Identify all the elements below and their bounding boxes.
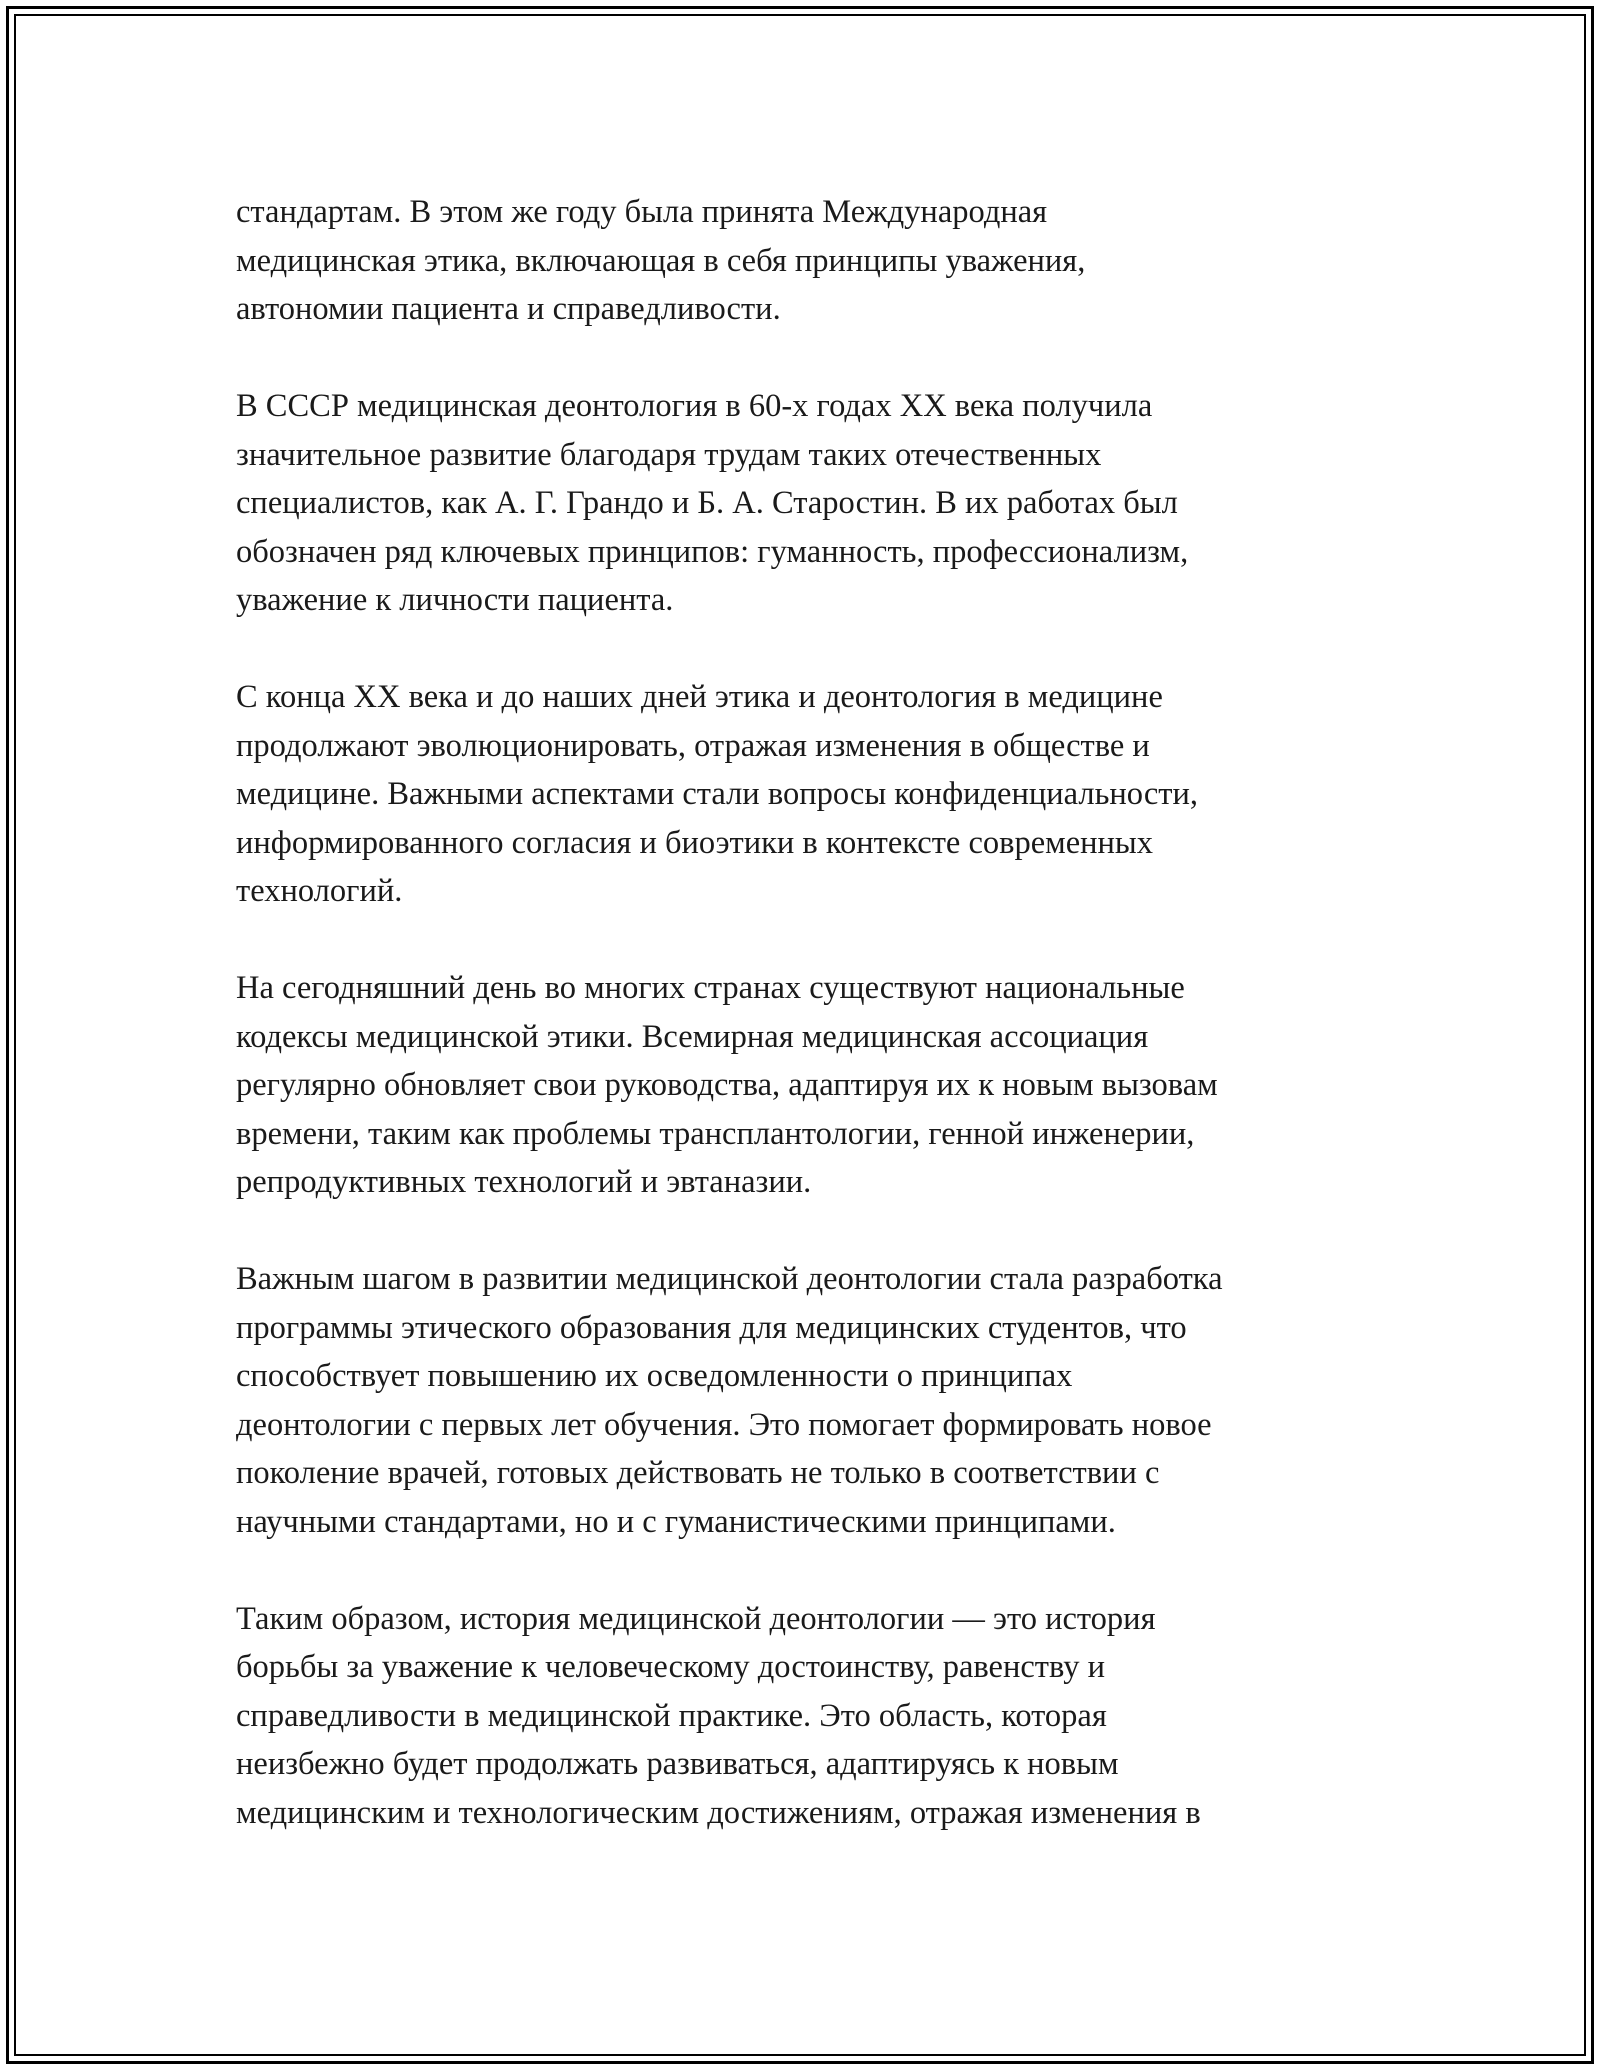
- text-line: специалистов, как А. Г. Грандо и Б. А. Старостин. В их работах был: [236, 485, 1178, 521]
- paragraph: [236, 1595, 1386, 1838]
- text-line: научными стандартами, но и с гуманистическими принципами.: [236, 1503, 1116, 1540]
- text-line: В СССР медицинская деонтология в 60-х годах XX века получила: [236, 388, 1153, 424]
- text-line: С конца XX века и до наших дней этика и деонтология в медицине: [236, 679, 1163, 715]
- text-line: неизбежно будет продолжать развиваться, адаптируясь к новым: [236, 1746, 1119, 1782]
- paragraph: [236, 1255, 1386, 1546]
- text-line: Таким образом, история медицинской деонтологии — это история: [236, 1600, 1156, 1637]
- text-line: автономии пациента и справедливости.: [236, 291, 781, 327]
- text-line: программы этического образования для медицинских студентов, что: [236, 1309, 1187, 1346]
- text-line: стандартам. В этом же году была принята Международная: [236, 194, 1048, 230]
- document-body: [236, 188, 1386, 1886]
- text-line: кодексы медицинской этики. Всемирная медицинская ассоциация: [236, 1018, 1149, 1055]
- paragraph: [236, 964, 1386, 1207]
- text-line: борьбы за уважение к человеческому достоинству, равенству и: [236, 1649, 1105, 1685]
- text-line: поколение врачей, готовых действовать не только в соответствии с: [236, 1455, 1160, 1491]
- text-line: значительное развитие благодаря трудам таких отечественных: [236, 436, 1102, 473]
- text-line: уважение к личности пациента.: [236, 582, 674, 618]
- text-line: информированного согласия и биоэтики в контексте современных: [236, 824, 1154, 861]
- text-line: Важным шагом в развитии медицинской деонтологии стала разработка: [236, 1261, 1223, 1297]
- text-line: технологий.: [236, 873, 403, 909]
- text-line: медицинская этика, включающая в себя принципы уважения,: [236, 242, 1086, 279]
- paragraph: [236, 382, 1386, 625]
- text-line: На сегодняшний день во многих странах существуют национальные: [236, 970, 1185, 1006]
- text-line: справедливости в медицинской практике. Это область, которая: [236, 1697, 1107, 1734]
- text-line: регулярно обновляет свои руководства, адаптируя их к новым вызовам: [236, 1067, 1218, 1103]
- text-line: медицинским и технологическим достижениям, отражая изменения в: [236, 1794, 1201, 1831]
- text-line: медицине. Важными аспектами стали вопросы конфиденциальности,: [236, 776, 1199, 812]
- text-line: способствует повышению их осведомленности о принципах: [236, 1358, 1073, 1394]
- text-line: репродуктивных технологий и эвтаназии.: [236, 1164, 812, 1200]
- text-line: деонтологии с первых лет обучения. Это помогает формировать новое: [236, 1406, 1212, 1443]
- text-line: обозначен ряд ключевых принципов: гуманность, профессионализм,: [236, 533, 1189, 570]
- paragraph: [236, 673, 1386, 916]
- paragraph: [236, 188, 1386, 334]
- text-line: продолжают эволюционировать, отражая изменения в обществе и: [236, 727, 1150, 764]
- text-line: времени, таким как проблемы трансплантологии, генной инженерии,: [236, 1115, 1195, 1152]
